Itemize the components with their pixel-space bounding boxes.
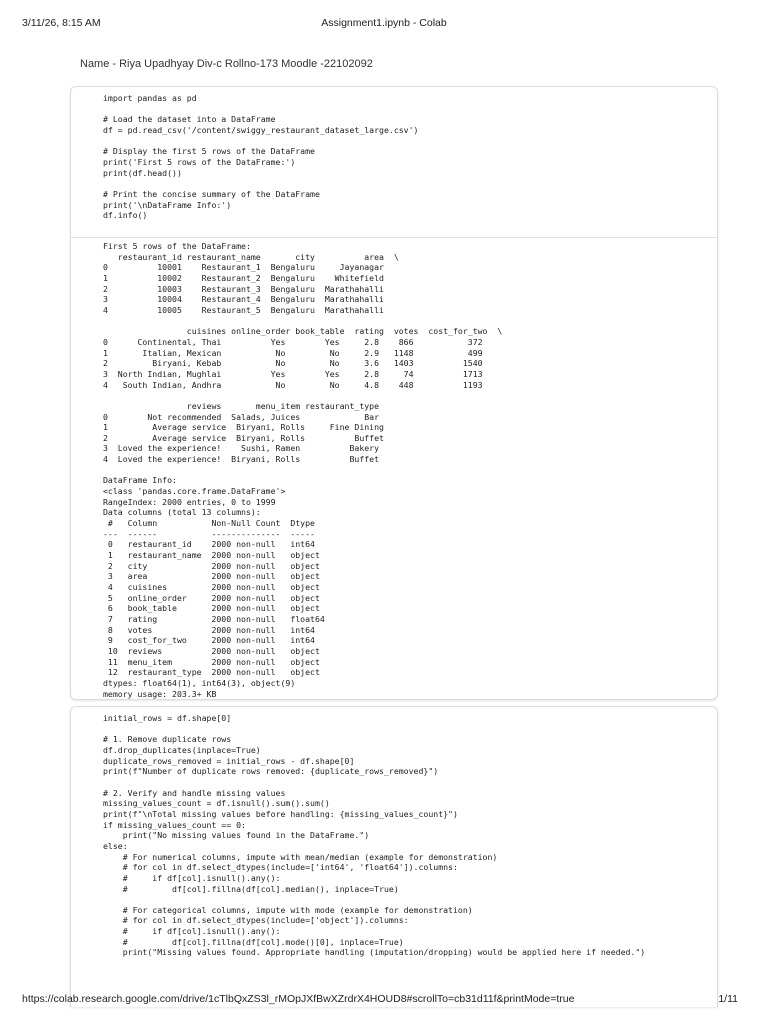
print-datetime: 3/11/26, 8:15 AM [22,17,101,29]
student-info-text: Name - Riya Upadhyay Div-c Rollno-173 Moodle -22102092 [80,58,373,70]
code-cell-1[interactable] [70,86,718,700]
code-cell-1-output-divider [71,237,717,238]
code-cell-1-output: First 5 rows of the DataFrame: restaurant_id restaurant_name city area \ 0 10001 Restaurant_1 Bengaluru Jayanagar 1 10002 Restaurant_2 Bengaluru Whitefield 2 10003 Restaurant_3 Bengaluru Marathahalli 3 10004 Restaurant_4 Bengaluru Marathahalli 4 10005 Restaurant_5 Bengaluru Marathahalli cuisines online_order book_table rating votes cost_for_two \ 0 Continental, Thai Yes Yes 2.8 866 372 1 Italian, Mexican No No 2.9 1148 499 2 Biryani, Kebab No No 3.6 1403 1540 3 North Indian, Mughlai Yes Yes 2.8 74 1713 4 South Indian, Andhra No No 4.8 448 1193 reviews menu_item restaurant_type 0 Not recommended Salads, Juices Bar 1 Average service Biryani, Rolls Fine Dining 2 Average service Biryani, Rolls Buffet 3 Loved the experience! Sushi, Ramen Bakery 4 Loved the experience! Biryani, Rolls Buffet DataFrame Info: <class 'pandas.core.frame.DataFrame'> RangeIndex: 2000 entries, 0 to 1999 Data columns (total 13 columns): # Column Non-Null Count Dtype --- ------ -------------- ----- 0 restaurant_id 2000 non-null int64 1 restaurant_name 2000 non-null object 2 city 2000 non-null object 3 area 2000 non-null object 4 cuisines 2000 non-null object 5 online_order 2000 non-null object 6 book_table 2000 non-null object 7 rating 2000 non-null float64 8 votes 2000 non-null int64 9 cost_for_two 2000 non-null int64 10 reviews 2000 non-null object 11 menu_item 2000 non-null object 12 restaurant_type 2000 non-null object dtypes: float64(1), int64(3), object(9) memory usage: 203.3+ KB [103,241,503,699]
print-page-number: 1/11 [718,993,738,1005]
code-cell-2[interactable] [70,706,718,1007]
code-cell-1-source[interactable]: import pandas as pd # Load the dataset into a DataFrame df = pd.read_csv('/content/swiggy_restaurant_dataset_large.csv') # Display the first 5 rows of the DataFrame print('First 5 rows of the DataFrame:') print(df.head()) # Print the concise summary of the DataFrame print('\nDataFrame Info:') df.info() [103,93,419,221]
print-page-title: Assignment1.ipynb - Colab [321,17,447,29]
print-footer-url: https://colab.research.google.com/drive/1cTlbQxZS3l_rMOpJXfBwXZrdrX4HOUD8#scrollTo=cb31d11f&printMode=true [22,993,575,1005]
code-cell-2-source[interactable]: initial_rows = df.shape[0] # 1. Remove duplicate rows df.drop_duplicates(inplace=True) duplicate_rows_removed = initial_rows - df.shape[0] print(f"Number of duplicate rows removed: {duplicate_rows_removed}") # 2. Verify and handle missing values missing_values_count = df.isnull().sum().sum() print(f"\nTotal missing values before handling: {missing_values_count}") if missing_values_count == 0: print("No missing values found in the DataFrame.") else: # For numerical columns, impute with mean/median (example for demonstration) # for col in df.select_dtypes(include=['int64', 'float64']).columns: # if df[col].isnull().any(): # df[col].fillna(df[col].median(), inplace=True) # For categorical columns, impute with mode (example for demonstration) # for col in df.select_dtypes(include=['object']).columns: # if df[col].isnull().any(): # df[col].fillna(df[col].mode()[0], inplace=True) print("Missing values found. Appropriate handling (imputation/dropping) would be applied here if needed.") [103,713,646,958]
